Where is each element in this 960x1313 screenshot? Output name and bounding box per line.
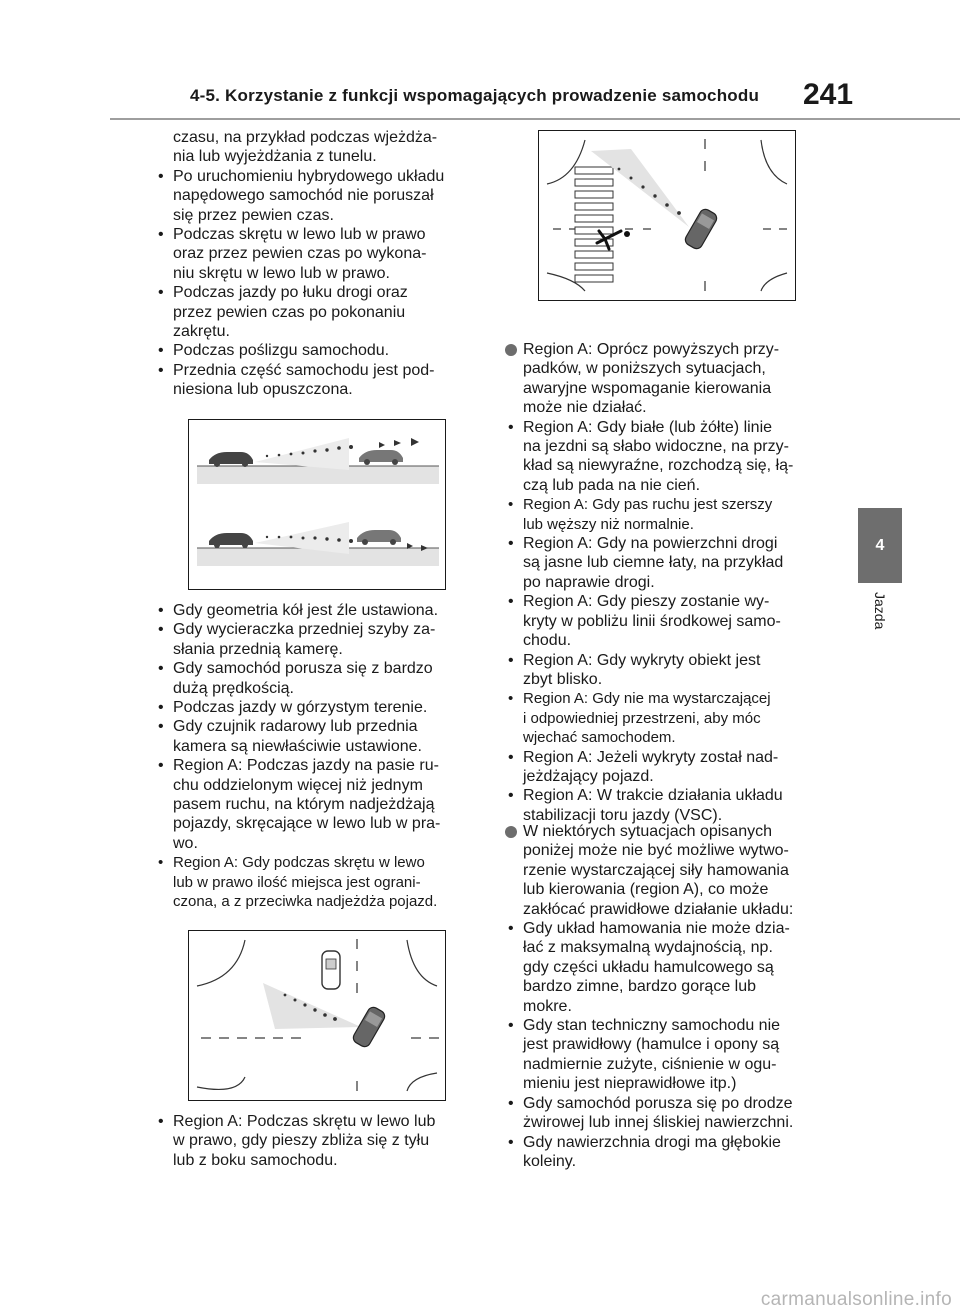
- list-item: • Podczas jazdy w górzystym terenie.: [155, 698, 490, 717]
- left-column: [155, 128, 490, 400]
- list-item: • Region A: Gdy białe (lub żółte) linie na jezdni są słabo widoczne, na przy- kład są niewyraźne, rozchodzą się, łą- czą lub pada na nie cień.: [505, 418, 855, 496]
- right-lead-2: [505, 822, 855, 919]
- list-item: czasu, na przykład podczas wjeżdża- nia lub wyjeżdżania z tunelu.: [173, 129, 438, 166]
- right-lead-2-text: W niektórych sytuacjach opisanych poniżej może nie być możliwe wytwo- rzenie wystarczającej siły hamowania lub kierowania (region A), co może zakłócać prawidłowe działanie układu:: [523, 823, 794, 918]
- list-item: • Gdy samochód porusza się po drodze żwirowej lub innej śliskiej nawierzchni.: [505, 1094, 855, 1133]
- left-text-block-1: [155, 128, 490, 400]
- list-item: • Gdy wycieraczka przedniej szyby za- słania przednią kamerę.: [155, 620, 490, 659]
- left-text-block-2-wrap: [155, 601, 490, 912]
- right-lead-1: [505, 340, 855, 418]
- figure-lane-curve: [188, 419, 446, 590]
- bullet-circle-icon: [505, 826, 517, 838]
- list-item: • Region A: Gdy wykryty obiekt jest zbyt blisko.: [505, 651, 855, 690]
- right-list-1: [505, 418, 855, 826]
- list-item: • Region A: Gdy pieszy zostanie wy- kryty w pobliżu linii środkowej samo- chodu.: [505, 592, 855, 650]
- list-item: • Region A: Gdy pas ruchu jest szerszy lub węższy niż normalnie.: [505, 495, 855, 534]
- chapter-tab[interactable]: [858, 508, 902, 583]
- right-list-2: [505, 919, 855, 1171]
- list-item: • Gdy nawierzchnia drogi ma głębokie koleiny.: [505, 1133, 855, 1172]
- list-item: • Gdy stan techniczny samochodu nie jest prawidłowy (hamulce i opony są nadmiernie zużyte, ciśnienie w ogu- mieniu jest nieprawidłowe itp.): [505, 1016, 855, 1094]
- list-item: • Gdy czujnik radarowy lub przednia kamera są niewłaściwie ustawione.: [155, 717, 490, 756]
- list-item: • Region A: Jeżeli wykryty został nad- jeżdżający pojazd.: [505, 748, 855, 787]
- list-item: • Region A: Gdy podczas skrętu w lewo lub w prawo ilość miejsca jest ograni- czona, a z przeciwka nadjeżdża pojazd.: [155, 853, 490, 911]
- list-item: • Region A: Podczas skrętu w lewo lub w prawo, gdy pieszy zbliża się z tyłu lub z boku samochodu.: [155, 1112, 490, 1170]
- header-divider: [110, 118, 960, 120]
- watermark-logo: carmanualsonline.info: [760, 1289, 952, 1310]
- list-item: • Podczas jazdy po łuku drogi oraz przez pewien czas po pokonaniu zakrętu.: [155, 283, 490, 341]
- chapter-number: 4: [875, 536, 885, 554]
- bullet-circle-icon: [505, 344, 517, 356]
- left-text-block-3: [155, 1112, 490, 1170]
- list-item: • Po uruchomieniu hybrydowego układu napędowego samochód nie poruszał się przez pewien czas.: [155, 167, 490, 225]
- list-item: • Przednia część samochodu jest pod- niesiona lub opuszczona.: [155, 361, 490, 400]
- list-item: • Gdy geometria kół jest źle ustawiona.: [155, 601, 490, 620]
- figure-intersection-turn: [188, 930, 446, 1101]
- chapter-label: Jazda: [872, 592, 888, 630]
- page-header-title: 4-5. Korzystanie z funkcji wspomagających prowadzenie samochodu: [190, 86, 760, 105]
- list-item: • Region A: W trakcie działania układu stabilizacji toru jazdy (VSC).: [505, 786, 855, 825]
- right-text-block-1: [505, 340, 855, 825]
- right-lead-1-text: Region A: Oprócz powyższych przy- padków, w poniższych sytuacjach, awaryjne wspomaganie kierowania może nie działać.: [523, 341, 780, 417]
- list-item: • Podczas poślizgu samochodu.: [155, 341, 490, 360]
- list-item: • Gdy samochód porusza się z bardzo dużą prędkością.: [155, 659, 490, 698]
- figure-pedestrian-crossing: [538, 130, 796, 301]
- list-item: • Region A: Gdy na powierzchni drogi są jasne lub ciemne łaty, na przykład po naprawie drogi.: [505, 534, 855, 592]
- list-item: • Podczas skrętu w lewo lub w prawo oraz przez pewien czas po wykona- niu skrętu w lewo lub w prawo.: [155, 225, 490, 283]
- list-item: • Gdy układ hamowania nie może dzia- łać z maksymalną wydajnością, np. gdy części układu hamulcowego są bardzo zimne, bardzo gorące lub mokre.: [505, 919, 855, 1016]
- page-number: 241: [803, 78, 854, 111]
- left-text-block-3-wrap: [155, 1112, 490, 1170]
- list-item: • Region A: Podczas jazdy na pasie ru- chu oddzielonym więcej niż jednym pasem ruchu, na którym nadjeżdżają pojazdy, skręcające w lewo lub w pra- wo.: [155, 756, 490, 853]
- right-text-block-2: [505, 822, 855, 1171]
- list-item: • Region A: Gdy nie ma wystarczającej i odpowiedniej przestrzeni, aby móc wjechać samochodem.: [505, 689, 855, 747]
- left-text-block-2: [155, 601, 490, 912]
